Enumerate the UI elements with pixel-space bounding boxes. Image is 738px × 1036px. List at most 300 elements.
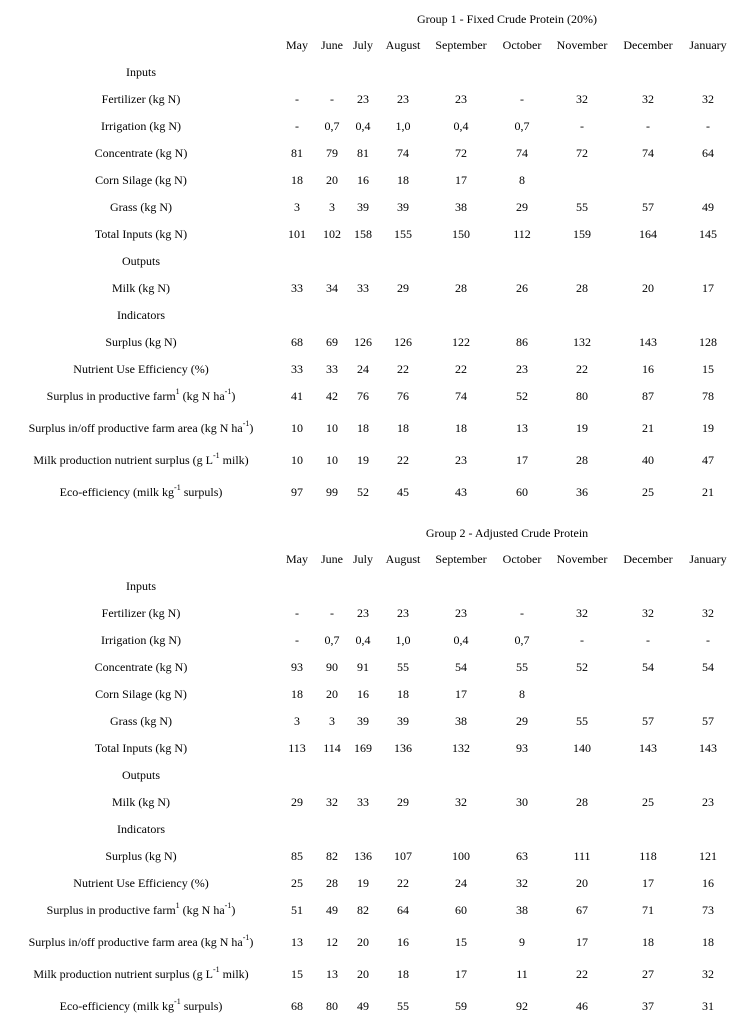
table-row-fertilizer <box>0 603 738 623</box>
table-cell: 3 <box>329 200 335 214</box>
table-cell: 30 <box>516 795 528 809</box>
row-label <box>29 418 254 438</box>
row-label-part: Surplus in/off productive farm area (kg N ha <box>28 935 243 949</box>
row-label <box>33 964 248 984</box>
table-cell: 49 <box>357 999 369 1013</box>
table-cell: 26 <box>516 281 528 295</box>
table-cell: 54 <box>702 660 714 674</box>
month-header: October <box>502 552 542 566</box>
row-label-superscript: -1 <box>242 419 250 428</box>
table-cell: 3 <box>294 200 300 214</box>
table-cell: 28 <box>576 453 588 467</box>
table-cell: 10 <box>326 421 338 435</box>
table-cell: - <box>295 92 299 106</box>
table-cell: 78 <box>702 389 714 403</box>
table-row-milk <box>0 792 738 812</box>
table-cell: 22 <box>397 362 409 376</box>
table-cell: 67 <box>576 903 588 917</box>
table-cell: 39 <box>397 714 409 728</box>
table-cell: 55 <box>576 200 588 214</box>
table-cell: 74 <box>455 389 467 403</box>
row-label-superscript: -1 <box>174 997 181 1006</box>
table-cell: 15 <box>455 935 467 949</box>
table-row-milk-surplus <box>0 964 738 984</box>
table-cell: 0,7 <box>514 633 530 647</box>
month-header-row <box>0 549 738 569</box>
table-cell: - <box>330 606 334 620</box>
table-cell: 90 <box>326 660 338 674</box>
row-label-part: surpuls) <box>180 485 223 499</box>
row-label: Surplus (kg N) <box>105 335 177 349</box>
table-cell: 132 <box>452 741 470 755</box>
table-cell: 122 <box>452 335 470 349</box>
table-row-nue <box>0 873 738 893</box>
table-cell: 113 <box>288 741 306 755</box>
month-header: July <box>352 552 374 566</box>
table-cell: 28 <box>576 281 588 295</box>
table-cell: - <box>646 119 650 133</box>
table-cell: 128 <box>699 335 717 349</box>
table-cell: 29 <box>516 200 528 214</box>
table-cell: 81 <box>357 146 369 160</box>
table-cell: 16 <box>397 935 409 949</box>
row-label <box>29 932 254 952</box>
table-cell: 22 <box>397 453 409 467</box>
table-cell: 64 <box>397 903 409 917</box>
row-label: Fertilizer (kg N) <box>101 92 181 106</box>
table-cell: 20 <box>326 687 338 701</box>
table-cell: 126 <box>394 335 412 349</box>
table-cell: 57 <box>702 714 714 728</box>
table-cell: 80 <box>576 389 588 403</box>
table-cell: 23 <box>702 795 714 809</box>
table-cell: 18 <box>642 935 654 949</box>
table-cell: 17 <box>455 967 467 981</box>
table-cell: 76 <box>397 389 409 403</box>
table-cell: 42 <box>326 389 338 403</box>
group-title: Group 1 - Fixed Crude Protein (20%) <box>417 12 597 26</box>
table-cell: 52 <box>576 660 588 674</box>
table-cell: 82 <box>326 849 338 863</box>
table-cell: 87 <box>642 389 654 403</box>
table-cell: 55 <box>397 660 409 674</box>
table-cell: 13 <box>326 967 338 981</box>
table-cell: 19 <box>357 453 369 467</box>
table-cell: 60 <box>455 903 467 917</box>
table-cell: 17 <box>576 935 588 949</box>
table-cell: 29 <box>291 795 303 809</box>
row-label-part: Surplus in productive farm <box>46 903 176 917</box>
table-cell: 10 <box>291 453 303 467</box>
section-row-outputs <box>0 765 738 785</box>
table-cell: 22 <box>455 362 467 376</box>
table-cell: 16 <box>642 362 654 376</box>
table-cell: 16 <box>357 173 369 187</box>
table-row-corn-silage <box>0 684 738 704</box>
table-cell: 39 <box>397 200 409 214</box>
table-cell: 74 <box>642 146 654 160</box>
group-title: Group 2 - Adjusted Crude Protein <box>425 526 589 540</box>
table-cell: - <box>295 633 299 647</box>
table-row-fertilizer <box>0 89 738 109</box>
table-cell: 52 <box>357 485 369 499</box>
row-label-superscript: -1 <box>212 451 220 460</box>
table-cell: - <box>295 606 299 620</box>
table-cell: 164 <box>639 227 657 241</box>
table-cell: 158 <box>354 227 372 241</box>
month-header: August <box>385 38 421 52</box>
row-label-part: ) <box>231 903 236 917</box>
table-cell: 32 <box>702 92 714 106</box>
table-cell: - <box>646 633 650 647</box>
table-row-irrigation <box>0 116 738 136</box>
table-cell: 93 <box>291 660 303 674</box>
table-cell: 140 <box>573 741 591 755</box>
table-cell: 72 <box>455 146 467 160</box>
month-header: November <box>556 552 608 566</box>
table-cell: - <box>520 606 524 620</box>
table-cell: 33 <box>357 795 369 809</box>
row-label <box>33 450 248 470</box>
table-row-corn-silage <box>0 170 738 190</box>
row-label: Nutrient Use Efficiency (%) <box>73 876 209 890</box>
month-header: May <box>286 552 308 566</box>
table-cell: 93 <box>516 741 528 755</box>
row-label-part: (kg N ha <box>179 903 225 917</box>
table-cell: 18 <box>291 173 303 187</box>
table-cell: 22 <box>576 362 588 376</box>
row-label: Milk (kg N) <box>112 281 170 295</box>
table-cell: 136 <box>394 741 412 755</box>
table-cell: 10 <box>291 421 303 435</box>
table-cell: - <box>295 119 299 133</box>
table-cell: 15 <box>702 362 714 376</box>
month-header: November <box>556 38 608 52</box>
row-label-part: ) <box>249 421 254 435</box>
table-cell: 17 <box>516 453 528 467</box>
row-label <box>47 386 236 406</box>
row-label-superscript: -1 <box>242 933 250 942</box>
table-row-concentrate <box>0 657 738 677</box>
table-cell: 27 <box>642 967 654 981</box>
table-cell: 29 <box>397 795 409 809</box>
month-header: January <box>689 38 727 52</box>
table-cell: 32 <box>702 606 714 620</box>
table-cell: 72 <box>576 146 588 160</box>
table-cell: 32 <box>702 967 714 981</box>
month-header: October <box>502 38 542 52</box>
table-cell: 45 <box>397 485 409 499</box>
row-label: Surplus (kg N) <box>105 849 177 863</box>
table-cell: 23 <box>397 92 409 106</box>
section-row-indicators <box>0 305 738 325</box>
table-row-surplus-inoff <box>0 418 738 438</box>
table-cell: 100 <box>452 849 470 863</box>
table-row-nue <box>0 359 738 379</box>
row-label-part: Surplus in productive farm <box>46 389 176 403</box>
table-cell: 40 <box>642 453 654 467</box>
row-label-part: Eco-efficiency (milk kg <box>59 999 175 1013</box>
table-cell: 33 <box>291 281 303 295</box>
table-cell: 28 <box>455 281 467 295</box>
table-cell: 29 <box>397 281 409 295</box>
table-cell: 64 <box>702 146 714 160</box>
table-cell: - <box>580 633 584 647</box>
table-cell: 0,4 <box>453 633 469 647</box>
table-cell: 60 <box>516 485 528 499</box>
row-label-part: ) <box>249 935 254 949</box>
table-cell: 69 <box>326 335 338 349</box>
table-cell: 8 <box>519 173 525 187</box>
row-label: Grass (kg N) <box>110 714 172 728</box>
table-cell: 38 <box>455 714 467 728</box>
table-row-surplus <box>0 332 738 352</box>
month-header: December <box>623 552 673 566</box>
table-cell: 79 <box>326 146 338 160</box>
table-cell: 159 <box>573 227 591 241</box>
table-cell: 51 <box>291 903 303 917</box>
table-cell: 18 <box>702 935 714 949</box>
table-cell: 13 <box>291 935 303 949</box>
month-header: June <box>321 38 343 52</box>
table-row-surplus-productive <box>0 386 738 406</box>
table-cell: 112 <box>513 227 531 241</box>
table-cell: 23 <box>455 92 467 106</box>
table-cell: 33 <box>357 281 369 295</box>
table-cell: 80 <box>326 999 338 1013</box>
table-cell: 136 <box>354 849 372 863</box>
row-label <box>47 900 236 920</box>
table-cell: 17 <box>455 173 467 187</box>
row-label-part: Surplus in/off productive farm area (kg N ha <box>28 421 243 435</box>
table-cell: 68 <box>291 335 303 349</box>
row-label: Concentrate (kg N) <box>94 660 188 674</box>
table-cell: - <box>706 633 710 647</box>
row-label-superscript: -1 <box>212 965 220 974</box>
table-cell: 76 <box>357 389 369 403</box>
table-row-surplus-inoff <box>0 932 738 952</box>
table-cell: 143 <box>639 335 657 349</box>
section-label: Inputs <box>126 579 156 593</box>
table-cell: 0,7 <box>514 119 530 133</box>
table-row-grass <box>0 711 738 731</box>
table-cell: 20 <box>642 281 654 295</box>
table-cell: 21 <box>702 485 714 499</box>
table-cell: 9 <box>519 935 525 949</box>
table-cell: 11 <box>516 967 528 981</box>
table-cell: 24 <box>357 362 369 376</box>
table-cell: 38 <box>455 200 467 214</box>
table-cell: 32 <box>455 795 467 809</box>
table-cell: 13 <box>516 421 528 435</box>
month-header: May <box>286 38 308 52</box>
row-label-superscript: 1 <box>175 387 180 396</box>
table-cell: 32 <box>516 876 528 890</box>
table-cell: 33 <box>326 362 338 376</box>
table-cell: 0,7 <box>324 119 340 133</box>
table-cell: 33 <box>291 362 303 376</box>
row-label-part: surpuls) <box>180 999 223 1013</box>
table-cell: 39 <box>357 200 369 214</box>
table-cell: 10 <box>326 453 338 467</box>
section-label: Indicators <box>117 308 165 322</box>
table-row-milk-surplus <box>0 450 738 470</box>
table-cell: 22 <box>397 876 409 890</box>
table-cell: 121 <box>699 849 717 863</box>
table-cell: 47 <box>702 453 714 467</box>
table-cell: 1,0 <box>395 633 411 647</box>
table-cell: 34 <box>326 281 338 295</box>
table-cell: 46 <box>576 999 588 1013</box>
table-cell: 169 <box>354 741 372 755</box>
table-cell: 8 <box>519 687 525 701</box>
row-label: Grass (kg N) <box>110 200 172 214</box>
month-header-row <box>0 35 738 55</box>
table-cell: 23 <box>357 92 369 106</box>
table-cell: 92 <box>516 999 528 1013</box>
row-label-part: Eco-efficiency (milk kg <box>59 485 175 499</box>
table-cell: 54 <box>642 660 654 674</box>
section-label: Indicators <box>117 822 165 836</box>
table-cell: 24 <box>455 876 467 890</box>
table-cell: 15 <box>291 967 303 981</box>
table-row-surplus-productive <box>0 900 738 920</box>
table-cell: 16 <box>357 687 369 701</box>
table-cell: 20 <box>357 935 369 949</box>
table-cell: 23 <box>516 362 528 376</box>
table-cell: 0,4 <box>453 119 469 133</box>
section-label: Outputs <box>121 254 161 268</box>
table-cell: 150 <box>452 227 470 241</box>
table-cell: 49 <box>702 200 714 214</box>
table-cell: 63 <box>516 849 528 863</box>
table-cell: 143 <box>699 741 717 755</box>
table-cell: 49 <box>326 903 338 917</box>
row-label: Irrigation (kg N) <box>101 119 181 133</box>
table-cell: 3 <box>329 714 335 728</box>
section-label: Inputs <box>126 65 156 79</box>
table-cell: 18 <box>357 421 369 435</box>
table-cell: 126 <box>354 335 372 349</box>
row-label: Corn Silage (kg N) <box>95 687 187 701</box>
table-cell: 85 <box>291 849 303 863</box>
table-row-surplus <box>0 846 738 866</box>
table-cell: 38 <box>516 903 528 917</box>
table-cell: 16 <box>702 876 714 890</box>
table-cell: 17 <box>642 876 654 890</box>
table-cell: 37 <box>642 999 654 1013</box>
table-cell: 19 <box>357 876 369 890</box>
table-cell: 132 <box>573 335 591 349</box>
table-cell: 25 <box>642 485 654 499</box>
row-label-part: Milk production nutrient surplus (g L <box>33 453 213 467</box>
table-cell: 102 <box>323 227 341 241</box>
table-cell: 18 <box>397 173 409 187</box>
month-header: January <box>689 552 727 566</box>
table-cell: 0,4 <box>355 119 371 133</box>
table-cell: 23 <box>357 606 369 620</box>
table-cell: 59 <box>455 999 467 1013</box>
row-label: Irrigation (kg N) <box>101 633 181 647</box>
table-row-total-inputs <box>0 738 738 758</box>
row-label-superscript: -1 <box>224 901 232 910</box>
table-cell: 17 <box>455 687 467 701</box>
row-label: Total Inputs (kg N) <box>94 741 188 755</box>
table-cell: 20 <box>326 173 338 187</box>
table-cell: - <box>330 92 334 106</box>
table-cell: 43 <box>455 485 467 499</box>
table-cell: 52 <box>516 389 528 403</box>
section-row-indicators <box>0 819 738 839</box>
month-header: September <box>435 38 487 52</box>
table-cell: 18 <box>291 687 303 701</box>
table-cell: 12 <box>326 935 338 949</box>
table-cell: 41 <box>291 389 303 403</box>
table-cell: 23 <box>455 453 467 467</box>
table-cell: 81 <box>291 146 303 160</box>
table-cell: - <box>520 92 524 106</box>
table-cell: 114 <box>323 741 341 755</box>
table-cell: 32 <box>326 795 338 809</box>
table-cell: 19 <box>576 421 588 435</box>
section-row-inputs <box>0 576 738 596</box>
table-cell: 55 <box>397 999 409 1013</box>
section-row-outputs <box>0 251 738 271</box>
table-cell: 20 <box>576 876 588 890</box>
table-cell: 57 <box>642 200 654 214</box>
table-cell: - <box>706 119 710 133</box>
table-cell: 0,4 <box>355 633 371 647</box>
table-cell: 54 <box>455 660 467 674</box>
table-cell: 18 <box>397 687 409 701</box>
table-row-eco <box>0 482 738 502</box>
table-cell: 97 <box>291 485 303 499</box>
table-cell: 18 <box>455 421 467 435</box>
table-row-milk <box>0 278 738 298</box>
table-cell: 73 <box>702 903 714 917</box>
table-cell: 91 <box>357 660 369 674</box>
table-cell: 118 <box>639 849 657 863</box>
table-cell: 25 <box>642 795 654 809</box>
row-label <box>60 996 223 1016</box>
row-label-superscript: -1 <box>174 483 181 492</box>
row-label: Corn Silage (kg N) <box>95 173 187 187</box>
table-cell: 155 <box>394 227 412 241</box>
row-label-part: milk) <box>219 453 249 467</box>
table-cell: 86 <box>516 335 528 349</box>
row-label: Fertilizer (kg N) <box>101 606 181 620</box>
table-cell: 145 <box>699 227 717 241</box>
table-cell: 17 <box>702 281 714 295</box>
row-label-part: (kg N ha <box>179 389 225 403</box>
table-row-grass <box>0 197 738 217</box>
table-cell: 107 <box>394 849 412 863</box>
table-cell: 68 <box>291 999 303 1013</box>
table-cell: 31 <box>702 999 714 1013</box>
table-row-irrigation <box>0 630 738 650</box>
table-cell: 55 <box>576 714 588 728</box>
table-row-eco <box>0 996 738 1016</box>
month-header: July <box>352 38 374 52</box>
table-cell: 25 <box>291 876 303 890</box>
table-cell: 32 <box>576 606 588 620</box>
table-cell: 57 <box>642 714 654 728</box>
row-label: Total Inputs (kg N) <box>94 227 188 241</box>
table-cell: 32 <box>642 92 654 106</box>
table-cell: 20 <box>357 967 369 981</box>
table-cell: 28 <box>326 876 338 890</box>
row-label: Milk (kg N) <box>112 795 170 809</box>
